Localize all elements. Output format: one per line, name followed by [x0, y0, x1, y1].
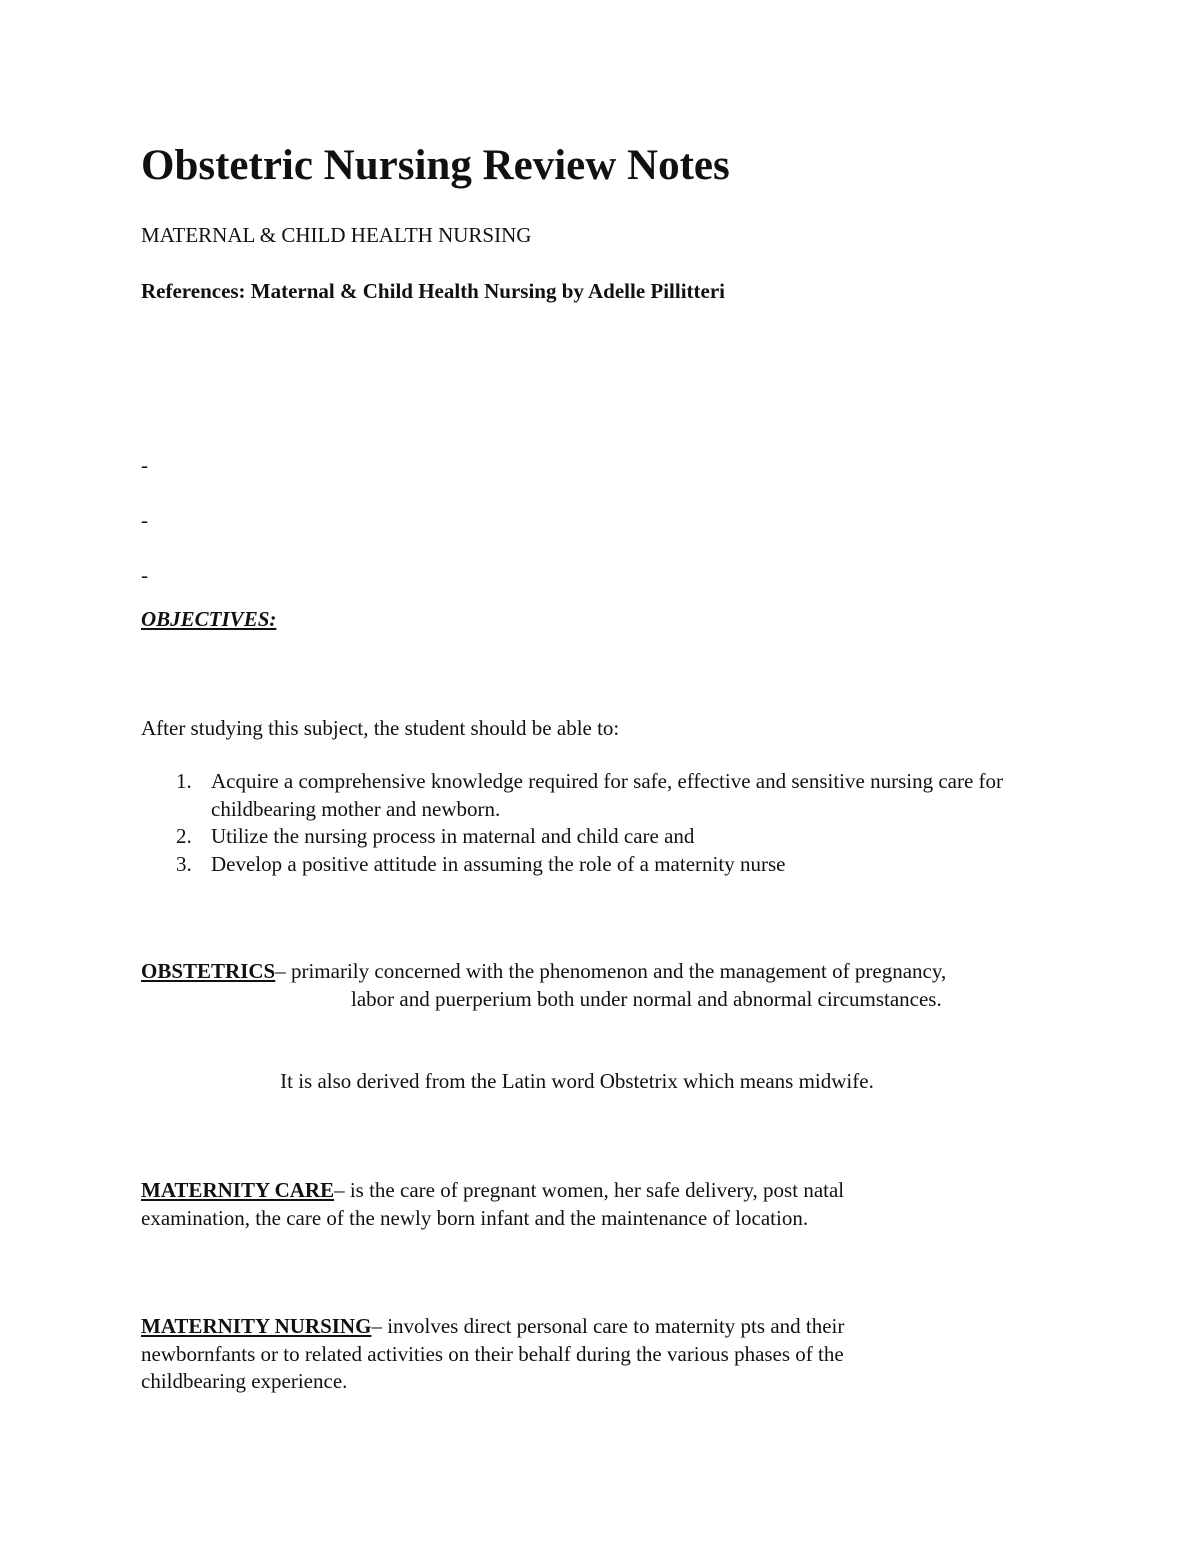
maternity-care-term: MATERNITY CARE: [141, 1178, 335, 1202]
maternity-care-text: – is the care of pregnant women, her safe delivery, post natal examination, the care of the newly born infant and the maintenance of location.: [141, 1178, 845, 1230]
document-subtitle: MATERNAL & CHILD HEALTH NURSING: [141, 223, 532, 247]
dash-item: -: [141, 563, 148, 587]
maternity-care-definition: [141, 1177, 941, 1232]
maternity-nursing-term: MATERNITY NURSING: [141, 1314, 372, 1338]
obstetrics-term: OBSTETRICS: [141, 959, 276, 983]
document-title: Obstetric Nursing Review Notes: [141, 142, 730, 189]
list-item-text: Develop a positive attitude in assuming the role of a maternity nurse: [211, 851, 786, 876]
obstetrics-definition: [141, 958, 991, 1013]
list-item: [141, 851, 1041, 879]
list-item-text: Utilize the nursing process in maternal and child care and: [211, 824, 695, 848]
list-item-text: Acquire a comprehensive knowledge required for safe, effective and sensitive nursing care for childbearing mother and newborn.: [211, 769, 1004, 821]
obstetrix-note: It is also derived from the Latin word Obstetrix which means midwife.: [280, 1069, 874, 1093]
objectives-heading: OBJECTIVES:: [141, 607, 277, 631]
obstetrics-definition-part2: labor and puerperium both under normal and abnormal circumstances.: [351, 986, 942, 1011]
list-item-number: 1.: [176, 769, 192, 793]
dash-item: -: [141, 508, 148, 532]
maternity-nursing-text: – involves direct personal care to maternity pts and their newbornfants or to related activities on their behalf during the various phases of the childbearing experience.: [141, 1314, 845, 1393]
objectives-intro: After studying this subject, the student should be able to:: [141, 716, 620, 740]
references-line: References: Maternal & Child Health Nursing by Adelle Pillitteri: [141, 279, 726, 303]
objectives-list: [141, 768, 1041, 878]
list-item-number: 3.: [176, 851, 192, 876]
obstetrics-definition-part1: – primarily concerned with the phenomenon and the management of pregnancy,: [275, 959, 947, 983]
list-item: [141, 768, 1041, 823]
maternity-nursing-definition: [141, 1313, 951, 1396]
dash-item: -: [141, 453, 148, 477]
list-item: [141, 823, 1041, 851]
list-item-number: 2.: [176, 824, 192, 848]
